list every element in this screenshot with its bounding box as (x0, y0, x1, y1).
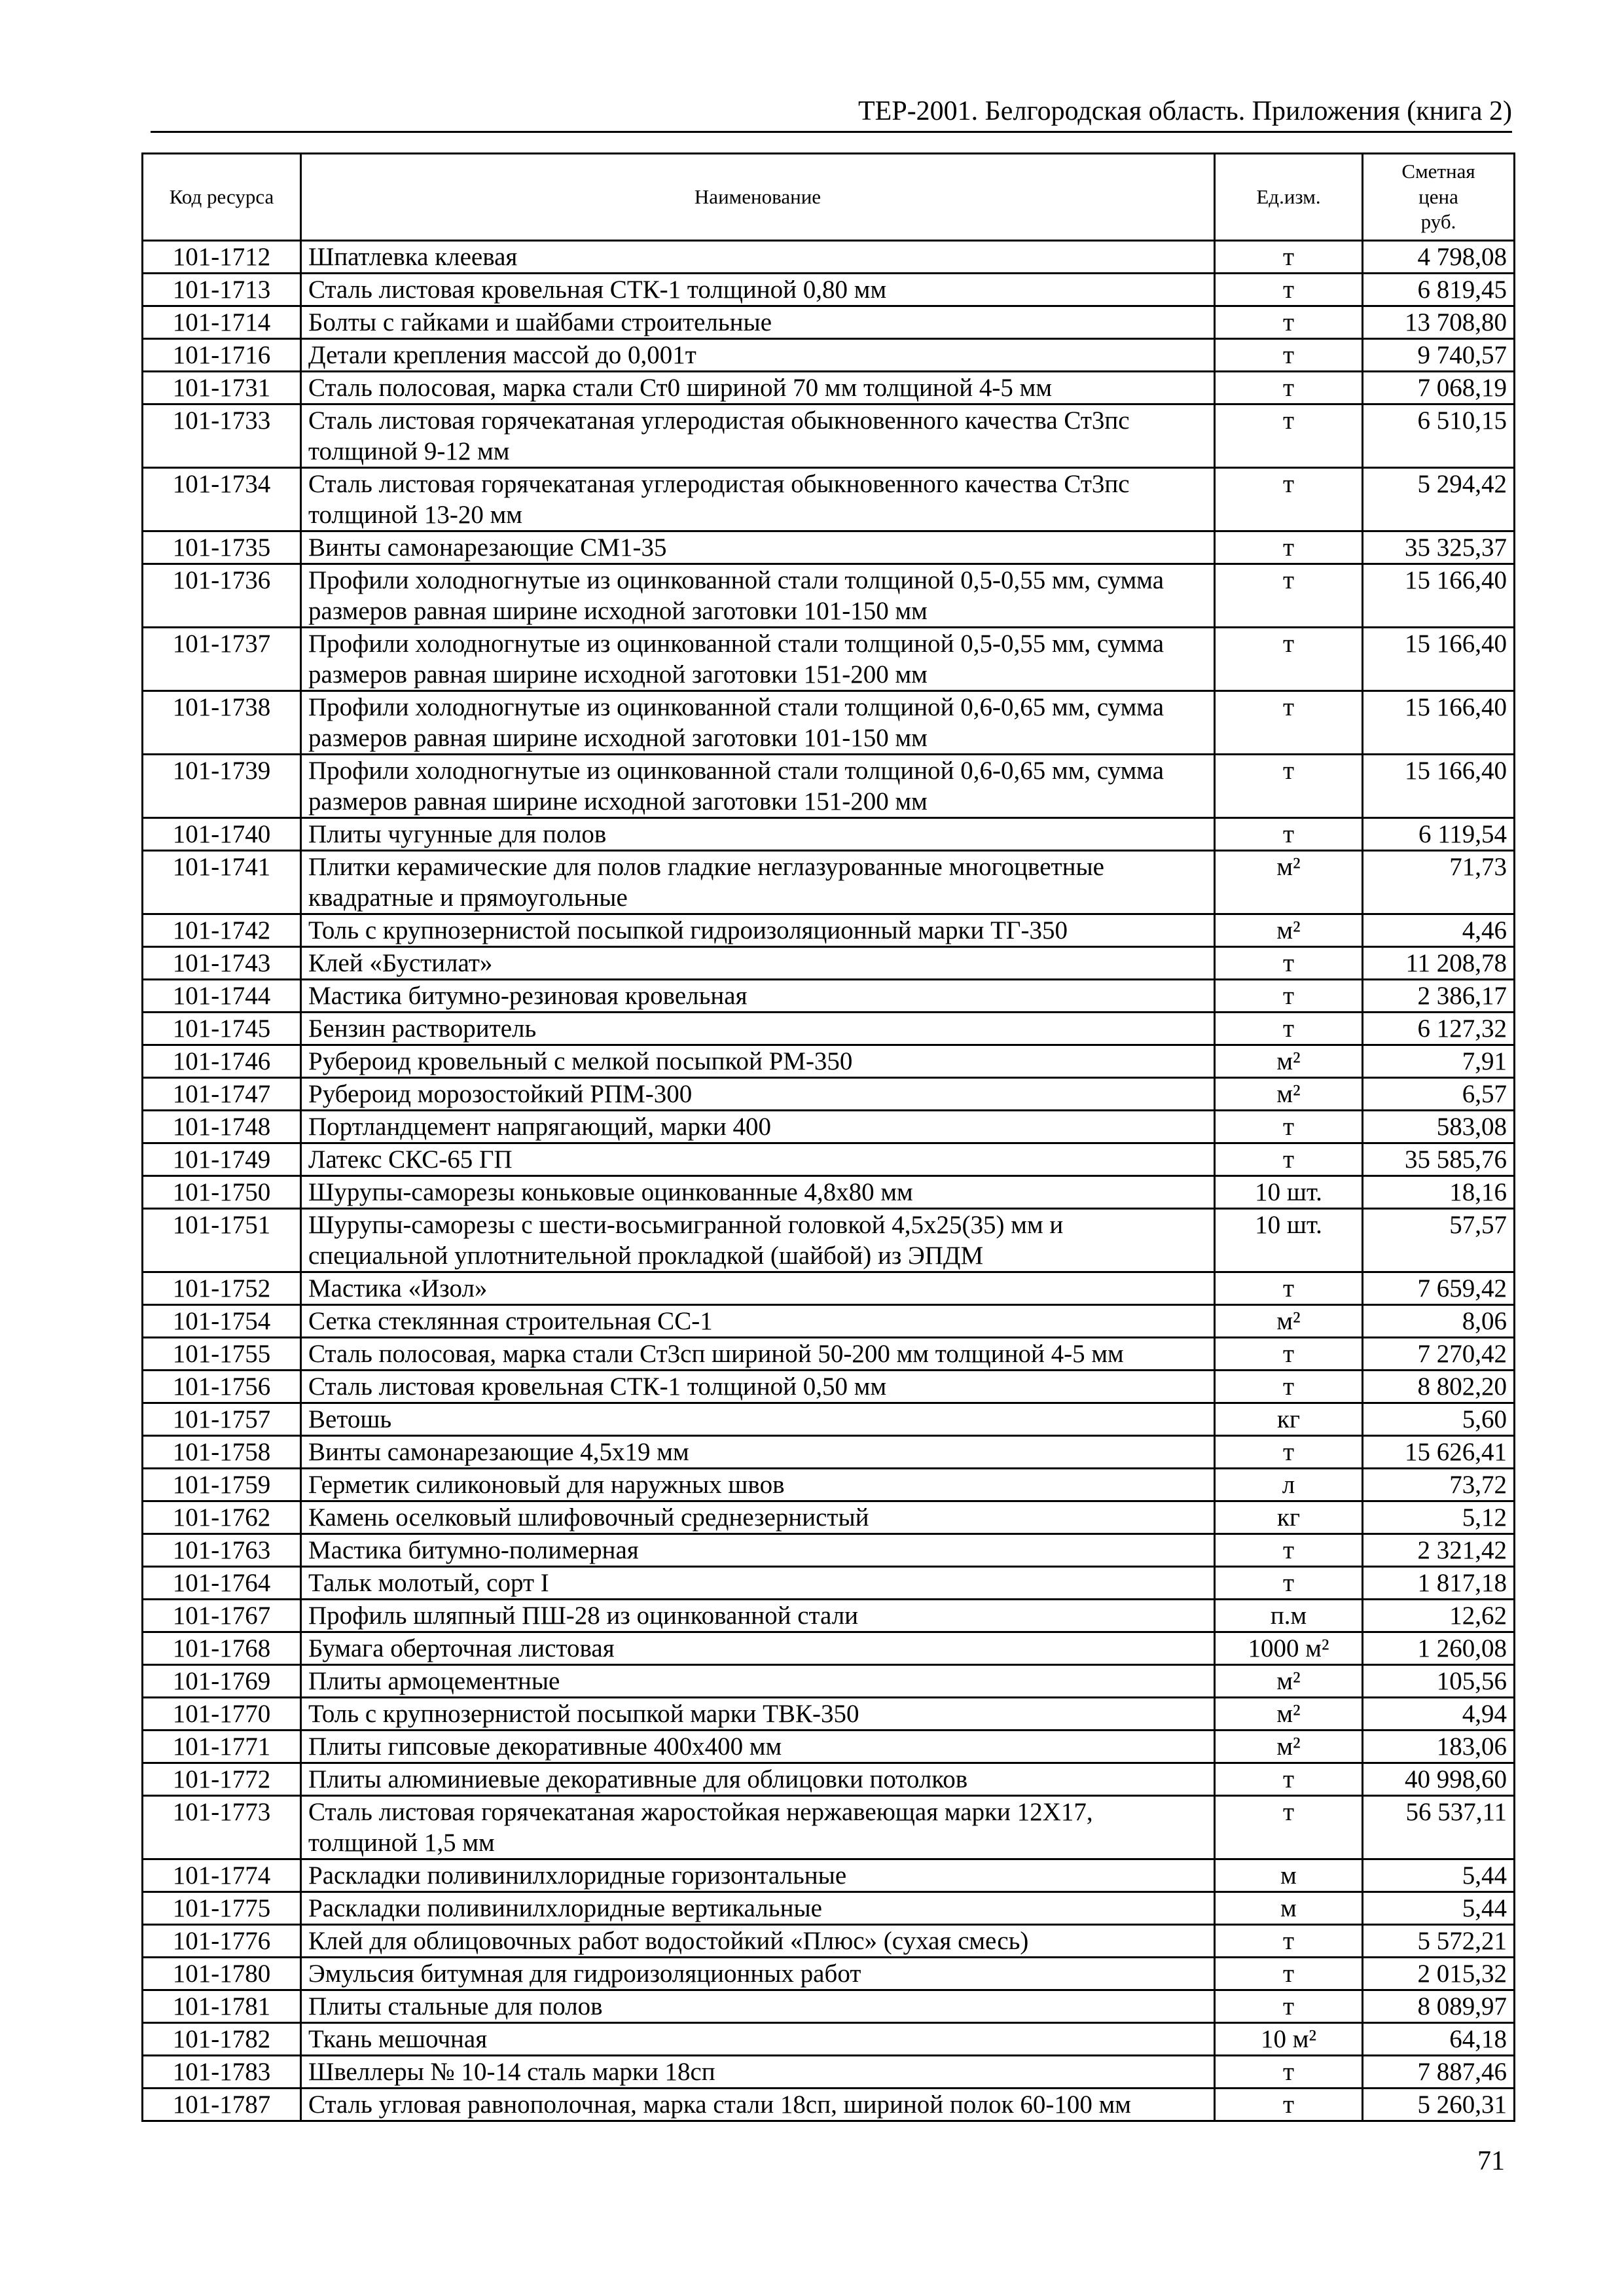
cell-name: Портландцемент напрягающий, марки 400 (301, 1111, 1215, 1143)
table-row (143, 1665, 1515, 1698)
table-row (143, 1958, 1515, 1990)
cell-price: 5 260,31 (1363, 2089, 1515, 2121)
table-row (143, 1436, 1515, 1469)
cell-name: Профили холодногнутые из оцинкованной стали толщиной 0,5-0,55 мм, сумма размеров равная ширине исходной заготовки 101-150 мм (301, 564, 1215, 628)
cell-unit: т (1215, 1567, 1363, 1600)
cell-name: Мастика битумно-полимерная (301, 1534, 1215, 1567)
cell-unit: м² (1215, 1305, 1363, 1338)
cell-unit: т (1215, 1534, 1363, 1567)
cell-price: 12,62 (1363, 1600, 1515, 1632)
cell-name: Сталь листовая кровельная СТК-1 толщиной 0,50 мм (301, 1371, 1215, 1403)
cell-price: 40 998,60 (1363, 1763, 1515, 1796)
cell-unit: м² (1215, 1045, 1363, 1078)
cell-unit: т (1215, 818, 1363, 851)
cell-price: 6,57 (1363, 1078, 1515, 1111)
table-row (143, 1143, 1515, 1176)
cell-name: Ткань мешочная (301, 2023, 1215, 2056)
cell-name: Швеллеры № 10-14 сталь марки 18сп (301, 2056, 1215, 2089)
table-row (143, 1632, 1515, 1665)
cell-name: Раскладки поливинилхлоридные горизонтальные (301, 1859, 1215, 1892)
cell-unit: т (1215, 1338, 1363, 1371)
cell-price: 15 166,40 (1363, 755, 1515, 818)
cell-price: 73,72 (1363, 1469, 1515, 1501)
table-row (143, 1534, 1515, 1567)
table-row (143, 1731, 1515, 1763)
cell-name: Толь с крупнозернистой посыпкой гидроизоляционный марки ТГ-350 (301, 914, 1215, 947)
cell-price: 1 260,08 (1363, 1632, 1515, 1665)
table-row (143, 1403, 1515, 1436)
cell-code: 101-1742 (143, 914, 301, 947)
table-row (143, 1078, 1515, 1111)
cell-code: 101-1748 (143, 1111, 301, 1143)
cell-unit: т (1215, 980, 1363, 1013)
cell-name: Плитки керамические для полов гладкие неглазурованные многоцветные квадратные и прямоугольные (301, 851, 1215, 914)
cell-price: 2 015,32 (1363, 1958, 1515, 1990)
cell-unit: т (1215, 564, 1363, 628)
cell-price: 1 817,18 (1363, 1567, 1515, 1600)
page-number: 71 (1477, 2146, 1505, 2176)
cell-price: 15 166,40 (1363, 564, 1515, 628)
cell-name: Тальк молотый, сорт I (301, 1567, 1215, 1600)
cell-code: 101-1780 (143, 1958, 301, 1990)
cell-price: 56 537,11 (1363, 1796, 1515, 1859)
column-header-price (1363, 154, 1515, 241)
cell-code: 101-1787 (143, 2089, 301, 2121)
cell-unit: т (1215, 1436, 1363, 1469)
cell-code: 101-1751 (143, 1209, 301, 1272)
cell-code: 101-1783 (143, 2056, 301, 2089)
cell-unit: м² (1215, 1078, 1363, 1111)
table-row (143, 1469, 1515, 1501)
cell-name: Шпатлевка клеевая (301, 241, 1215, 274)
table-row (143, 628, 1515, 691)
cell-price: 7 068,19 (1363, 372, 1515, 404)
cell-code: 101-1774 (143, 1859, 301, 1892)
table-row (143, 1338, 1515, 1371)
cell-price: 5,44 (1363, 1892, 1515, 1925)
cell-name: Профили холодногнутые из оцинкованной стали толщиной 0,6-0,65 мм, сумма размеров равная ширине исходной заготовки 101-150 мм (301, 691, 1215, 755)
table-row (143, 1501, 1515, 1534)
cell-price: 5,12 (1363, 1501, 1515, 1534)
cell-price: 35 585,76 (1363, 1143, 1515, 1176)
cell-unit: т (1215, 531, 1363, 564)
table-row (143, 1990, 1515, 2023)
cell-unit: 10 шт. (1215, 1209, 1363, 1272)
cell-code: 101-1735 (143, 531, 301, 564)
cell-name: Клей для облицовочных работ водостойкий «Плюс» (сухая смесь) (301, 1925, 1215, 1958)
cell-unit: т (1215, 1111, 1363, 1143)
cell-unit: т (1215, 1925, 1363, 1958)
cell-price: 35 325,37 (1363, 531, 1515, 564)
table-row (143, 914, 1515, 947)
table-row (143, 468, 1515, 531)
cell-unit: 10 шт. (1215, 1176, 1363, 1209)
cell-name: Клей «Бустилат» (301, 947, 1215, 980)
cell-unit: м² (1215, 1665, 1363, 1698)
cell-price: 11 208,78 (1363, 947, 1515, 980)
cell-name: Плиты алюминиевые декоративные для облицовки потолков (301, 1763, 1215, 1796)
cell-name: Сталь полосовая, марка стали Ст3сп шириной 50-200 мм толщиной 4-5 мм (301, 1338, 1215, 1371)
table-row (143, 2023, 1515, 2056)
cell-price: 5,60 (1363, 1403, 1515, 1436)
cell-unit: т (1215, 241, 1363, 274)
cell-code: 101-1745 (143, 1013, 301, 1045)
table-row (143, 1859, 1515, 1892)
cell-code: 101-1764 (143, 1567, 301, 1600)
cell-price: 583,08 (1363, 1111, 1515, 1143)
cell-code: 101-1739 (143, 755, 301, 818)
table-row (143, 241, 1515, 274)
cell-price: 8 089,97 (1363, 1990, 1515, 2023)
cell-unit: т (1215, 1796, 1363, 1859)
cell-code: 101-1759 (143, 1469, 301, 1501)
cell-unit: т (1215, 1371, 1363, 1403)
cell-price: 7,91 (1363, 1045, 1515, 1078)
table-row (143, 947, 1515, 980)
table-row (143, 2089, 1515, 2121)
cell-price: 183,06 (1363, 1731, 1515, 1763)
cell-name: Мастика «Изол» (301, 1272, 1215, 1305)
table-row (143, 1111, 1515, 1143)
cell-name: Сталь листовая горячекатаная жаростойкая нержавеющая марки 12Х17, толщиной 1,5 мм (301, 1796, 1215, 1859)
header-title: ТЕР-2001. Белгородская область. Приложения (книга 2) (858, 96, 1512, 126)
cell-price: 4,94 (1363, 1698, 1515, 1731)
column-header-code: Код ресурса (143, 154, 301, 241)
cell-name: Шурупы-саморезы с шести-восьмигранной головкой 4,5х25(35) мм и специальной уплотнительной прокладкой (шайбой) из ЭПДМ (301, 1209, 1215, 1272)
cell-code: 101-1762 (143, 1501, 301, 1534)
cell-unit: м (1215, 1859, 1363, 1892)
cell-code: 101-1716 (143, 339, 301, 372)
cell-unit: м² (1215, 1731, 1363, 1763)
cell-unit: п.м (1215, 1600, 1363, 1632)
table-row (143, 531, 1515, 564)
cell-unit: т (1215, 947, 1363, 980)
cell-code: 101-1736 (143, 564, 301, 628)
table-row (143, 980, 1515, 1013)
cell-price: 6 819,45 (1363, 274, 1515, 306)
cell-name: Профиль шляпный ПШ-28 из оцинкованной стали (301, 1600, 1215, 1632)
cell-code: 101-1776 (143, 1925, 301, 1958)
cell-name: Раскладки поливинилхлоридные вертикальные (301, 1892, 1215, 1925)
cell-price: 6 119,54 (1363, 818, 1515, 851)
cell-unit: т (1215, 2089, 1363, 2121)
table-row (143, 1371, 1515, 1403)
cell-code: 101-1738 (143, 691, 301, 755)
cell-code: 101-1756 (143, 1371, 301, 1403)
cell-price: 4,46 (1363, 914, 1515, 947)
cell-code: 101-1770 (143, 1698, 301, 1731)
cell-name: Плиты чугунные для полов (301, 818, 1215, 851)
cell-name: Плиты гипсовые декоративные 400х400 мм (301, 1731, 1215, 1763)
cell-name: Профили холодногнутые из оцинкованной стали толщиной 0,6-0,65 мм, сумма размеров равная ширине исходной заготовки 151-200 мм (301, 755, 1215, 818)
cell-code: 101-1741 (143, 851, 301, 914)
cell-code: 101-1750 (143, 1176, 301, 1209)
cell-name: Латекс СКС-65 ГП (301, 1143, 1215, 1176)
cell-unit: м² (1215, 1698, 1363, 1731)
table-row (143, 1209, 1515, 1272)
cell-name: Ветошь (301, 1403, 1215, 1436)
cell-code: 101-1782 (143, 2023, 301, 2056)
table-row (143, 755, 1515, 818)
cell-price: 8,06 (1363, 1305, 1515, 1338)
cell-code: 101-1713 (143, 274, 301, 306)
cell-code: 101-1744 (143, 980, 301, 1013)
table-row (143, 818, 1515, 851)
cell-name: Плиты стальные для полов (301, 1990, 1215, 2023)
cell-price: 18,16 (1363, 1176, 1515, 1209)
cell-name: Камень оселковый шлифовочный среднезернистый (301, 1501, 1215, 1534)
table-row (143, 1176, 1515, 1209)
cell-price: 57,57 (1363, 1209, 1515, 1272)
cell-unit: т (1215, 1013, 1363, 1045)
table-row (143, 1272, 1515, 1305)
cell-name: Сталь полосовая, марка стали Ст0 шириной 70 мм толщиной 4-5 мм (301, 372, 1215, 404)
cell-name: Герметик силиконовый для наружных швов (301, 1469, 1215, 1501)
cell-price: 15 626,41 (1363, 1436, 1515, 1469)
cell-code: 101-1769 (143, 1665, 301, 1698)
cell-code: 101-1740 (143, 818, 301, 851)
cell-name: Винты самонарезающие СМ1-35 (301, 531, 1215, 564)
cell-unit: м (1215, 1892, 1363, 1925)
cell-price: 5,44 (1363, 1859, 1515, 1892)
cell-name: Бензин растворитель (301, 1013, 1215, 1045)
table-row (143, 691, 1515, 755)
column-header-name: Наименование (301, 154, 1215, 241)
cell-price: 7 270,42 (1363, 1338, 1515, 1371)
resource-price-table (141, 152, 1515, 2122)
cell-name: Эмульсия битумная для гидроизоляционных работ (301, 1958, 1215, 1990)
cell-code: 101-1737 (143, 628, 301, 691)
cell-unit: т (1215, 1763, 1363, 1796)
cell-unit: т (1215, 274, 1363, 306)
cell-price: 15 166,40 (1363, 691, 1515, 755)
cell-code: 101-1773 (143, 1796, 301, 1859)
cell-name: Бумага оберточная листовая (301, 1632, 1215, 1665)
table-row (143, 1567, 1515, 1600)
cell-price: 64,18 (1363, 2023, 1515, 2056)
table-row (143, 1045, 1515, 1078)
cell-name: Рубероид кровельный с мелкой посыпкой РМ-350 (301, 1045, 1215, 1078)
cell-price: 6 510,15 (1363, 404, 1515, 468)
table-row (143, 1698, 1515, 1731)
cell-unit: т (1215, 468, 1363, 531)
cell-code: 101-1731 (143, 372, 301, 404)
table-row (143, 2056, 1515, 2089)
cell-price: 2 386,17 (1363, 980, 1515, 1013)
cell-code: 101-1712 (143, 241, 301, 274)
table-row (143, 274, 1515, 306)
cell-unit: т (1215, 1143, 1363, 1176)
column-header-price-line3: руб. (1420, 210, 1456, 234)
cell-price: 71,73 (1363, 851, 1515, 914)
cell-name: Сталь листовая кровельная СТК-1 толщиной 0,80 мм (301, 274, 1215, 306)
cell-price: 8 802,20 (1363, 1371, 1515, 1403)
cell-code: 101-1752 (143, 1272, 301, 1305)
cell-price: 5 294,42 (1363, 468, 1515, 531)
table-row (143, 1925, 1515, 1958)
cell-code: 101-1772 (143, 1763, 301, 1796)
cell-unit: т (1215, 339, 1363, 372)
cell-name: Винты самонарезающие 4,5х19 мм (301, 1436, 1215, 1469)
cell-unit: т (1215, 755, 1363, 818)
cell-price: 7 659,42 (1363, 1272, 1515, 1305)
cell-unit: т (1215, 1990, 1363, 2023)
cell-code: 101-1757 (143, 1403, 301, 1436)
cell-price: 6 127,32 (1363, 1013, 1515, 1045)
cell-name: Рубероид морозостойкий РПМ-300 (301, 1078, 1215, 1111)
cell-unit: кг (1215, 1403, 1363, 1436)
cell-unit: 10 м² (1215, 2023, 1363, 2056)
table-row (143, 1796, 1515, 1859)
cell-code: 101-1771 (143, 1731, 301, 1763)
cell-unit: л (1215, 1469, 1363, 1501)
column-header-price-line1: Сметная (1401, 159, 1475, 183)
cell-unit: 1000 м² (1215, 1632, 1363, 1665)
cell-unit: т (1215, 691, 1363, 755)
cell-name: Сетка стеклянная строительная СС-1 (301, 1305, 1215, 1338)
cell-name: Детали крепления массой до 0,001т (301, 339, 1215, 372)
cell-name: Мастика битумно-резиновая кровельная (301, 980, 1215, 1013)
column-header-unit: Ед.изм. (1215, 154, 1363, 241)
cell-price: 4 798,08 (1363, 241, 1515, 274)
cell-name: Сталь листовая горячекатаная углеродистая обыкновенного качества Ст3пс толщиной 9-12 мм (301, 404, 1215, 468)
cell-code: 101-1763 (143, 1534, 301, 1567)
table-row (143, 339, 1515, 372)
table-row (143, 1600, 1515, 1632)
cell-price: 15 166,40 (1363, 628, 1515, 691)
cell-price: 5 572,21 (1363, 1925, 1515, 1958)
cell-name: Профили холодногнутые из оцинкованной стали толщиной 0,5-0,55 мм, сумма размеров равная ширине исходной заготовки 151-200 мм (301, 628, 1215, 691)
cell-code: 101-1714 (143, 306, 301, 339)
table-row (143, 1763, 1515, 1796)
cell-code: 101-1781 (143, 1990, 301, 2023)
cell-code: 101-1754 (143, 1305, 301, 1338)
table-header-row (143, 154, 1515, 241)
table-row (143, 404, 1515, 468)
cell-unit: т (1215, 628, 1363, 691)
cell-name: Болты с гайками и шайбами строительные (301, 306, 1215, 339)
column-header-price-line2: цена (1418, 185, 1458, 208)
cell-code: 101-1746 (143, 1045, 301, 1078)
cell-unit: м² (1215, 914, 1363, 947)
cell-unit: т (1215, 404, 1363, 468)
cell-price: 13 708,80 (1363, 306, 1515, 339)
table-row (143, 564, 1515, 628)
table-row (143, 306, 1515, 339)
cell-unit: т (1215, 1958, 1363, 1990)
cell-unit: т (1215, 306, 1363, 339)
cell-unit: т (1215, 372, 1363, 404)
cell-code: 101-1743 (143, 947, 301, 980)
cell-price: 7 887,46 (1363, 2056, 1515, 2089)
table-row (143, 372, 1515, 404)
cell-code: 101-1767 (143, 1600, 301, 1632)
table-body (143, 241, 1515, 2121)
cell-unit: м² (1215, 851, 1363, 914)
cell-code: 101-1734 (143, 468, 301, 531)
table-header (143, 154, 1515, 241)
table-row (143, 1892, 1515, 1925)
cell-code: 101-1768 (143, 1632, 301, 1665)
cell-name: Сталь листовая горячекатаная углеродистая обыкновенного качества Ст3пс толщиной 13-20 мм (301, 468, 1215, 531)
cell-code: 101-1755 (143, 1338, 301, 1371)
cell-code: 101-1733 (143, 404, 301, 468)
table-row (143, 851, 1515, 914)
cell-code: 101-1749 (143, 1143, 301, 1176)
cell-code: 101-1758 (143, 1436, 301, 1469)
cell-name: Шурупы-саморезы коньковые оцинкованные 4,8х80 мм (301, 1176, 1215, 1209)
cell-price: 105,56 (1363, 1665, 1515, 1698)
cell-unit: кг (1215, 1501, 1363, 1534)
cell-price: 9 740,57 (1363, 339, 1515, 372)
table-row (143, 1305, 1515, 1338)
cell-code: 101-1747 (143, 1078, 301, 1111)
table-row (143, 1013, 1515, 1045)
cell-unit: т (1215, 2056, 1363, 2089)
cell-name: Сталь угловая равнополочная, марка стали 18сп, шириной полок 60-100 мм (301, 2089, 1215, 2121)
running-header (151, 90, 1512, 133)
cell-name: Плиты армоцементные (301, 1665, 1215, 1698)
cell-unit: т (1215, 1272, 1363, 1305)
cell-name: Толь с крупнозернистой посыпкой марки ТВК-350 (301, 1698, 1215, 1731)
cell-price: 2 321,42 (1363, 1534, 1515, 1567)
cell-code: 101-1775 (143, 1892, 301, 1925)
